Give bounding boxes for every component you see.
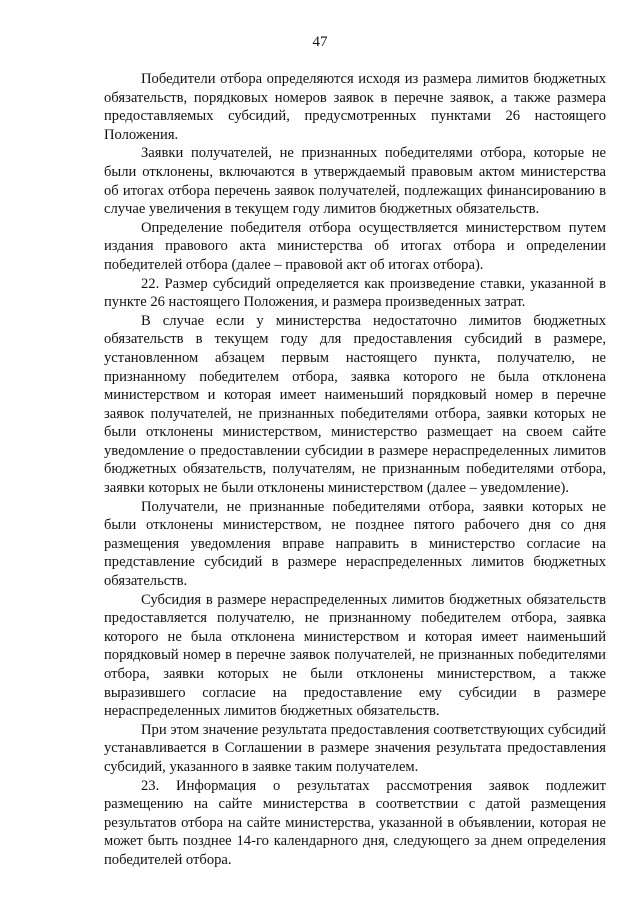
paragraph: Определение победителя отбора осуществляется министерством путем издания правового акта министерства об итогах отбора и определении победителей отбора (далее – правовой акт об итогах отбора). [104,219,606,273]
paragraph: Субсидия в размере нераспределенных лимитов бюджетных обязательств предоставляется получателю, не признанному победителем отбора, заявка которого не была отклонена министерством и которая имеет наименьший порядковый номер в перечне заявок получателей, не признанных победителями отбора, заявки которых не были отклонены министерством, а также выразившего согласие на предоставление ему субсидии в размере нераспределенных лимитов бюджетных обязательств. [104,591,606,720]
page-number: 47 [312,34,328,50]
paragraph-item-23: 23. Информация о результатах рассмотрения заявок подлежит размещению на сайте министерства в соответствии с датой размещения результатов отбора на сайте министерства, указанной в объявлении, которая не может быть позднее 14-го календарного дня, следующего за днем определения победителей отбора. [104,777,606,868]
document-body [104,70,606,870]
paragraph-item-22: 22. Размер субсидий определяется как произведение ставки, указанной в пункте 26 настоящего Положения, и размера произведенных затрат. [104,275,606,311]
paragraph: В случае если у министерства недостаточно лимитов бюджетных обязательств в текущем году для предоставления субсидий в размере, установленном абзацем первым настоящего пункта, получателю, не признанному победителем отбора, заявка которого не была отклонена министерством и которая имеет наименьший порядковый номер в перечне заявок получателей, не признанных победителями отбора, заявки которых не были отклонены министерством, министерство размещает на своем сайте уведомление о предоставлении субсидии в размере нераспределенных лимитов бюджетных обязательств, получателям, не признанным победителями отбора, заявки которых не были отклонены министерством (далее – уведомление). [104,312,606,497]
paragraph: Заявки получателей, не признанных победителями отбора, которые не были отклонены, включаются в утверждаемый правовым актом министерства об итогах отбора перечень заявок получателей, подлежащих финансированию в случае увеличения в текущем году лимитов бюджетных обязательств. [104,145,606,218]
paragraph: Победители отбора определяются исходя из размера лимитов бюджетных обязательств, порядковых номеров заявок в перечне заявок, а также размера предоставляемых субсидий, предусмотренных пунктами 26 настоящего Положения. [104,71,606,143]
paragraph: При этом значение результата предоставления соответствующих субсидий устанавливается в Соглашении в размере значения результата предоставления субсидий, указанного в заявке таким получателем. [104,721,606,775]
paragraph: Получатели, не признанные победителями отбора, заявки которых не были отклонены министерством, не позднее пятого рабочего дня со дня размещения уведомления вправе направить в министерство согласие на представление субсидий в размере нераспределенных лимитов бюджетных обязательств. [104,498,606,590]
